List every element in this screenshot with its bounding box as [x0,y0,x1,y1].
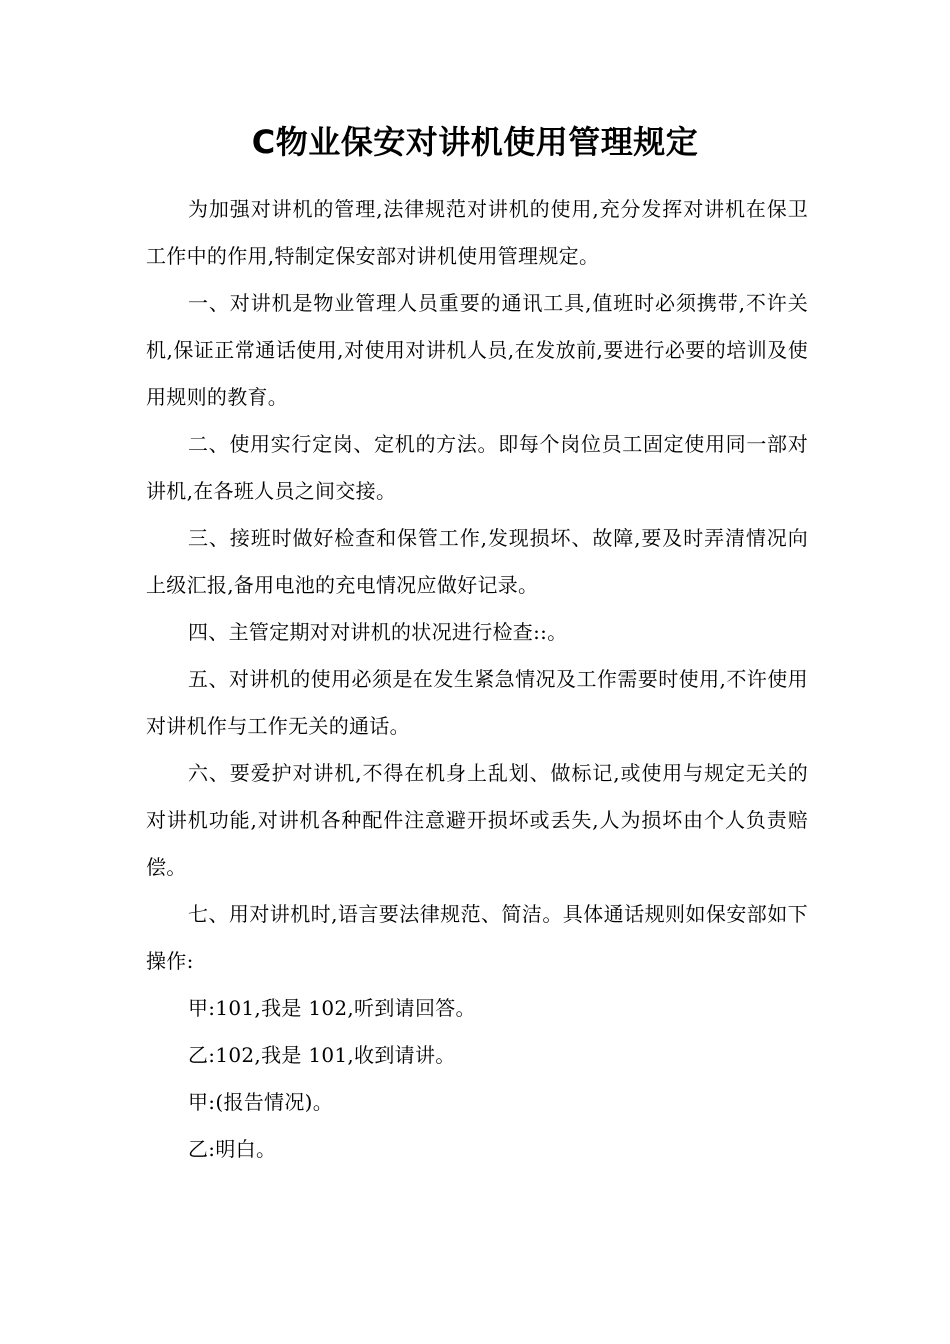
rule-paragraph-3: 三、接班时做好检查和保管工作,发现损坏、故障,要及时弄清情况向上级汇报,备用电池的充电情况应做好记录。 [146,526,808,597]
dialogue-line-3: 甲:(报告情况)。 [188,1090,334,1114]
rule-paragraph-2: 二、使用实行定岗、定机的方法。即每个岗位员工固定使用同一部对讲机,在各班人员之间交接。 [146,432,808,503]
document-body [146,186,808,1173]
document-title: C物业保安对讲机使用管理规定 [251,123,699,161]
dialogue-line-4: 乙:明白。 [188,1137,277,1161]
rule-paragraph-6: 六、要爱护对讲机,不得在机身上乱划、做标记,或使用与规定无关的对讲机功能,对讲机各种配件注意避开损坏或丢失,人为损坏由个人负责赔偿。 [146,761,808,879]
rule-paragraph-1: 一、对讲机是物业管理人员重要的通讯工具,值班时必须携带,不许关机,保证正常通话使用,对使用对讲机人员,在发放前,要进行必要的培训及使用规则的教育。 [146,291,808,409]
rule-paragraph-5: 五、对讲机的使用必须是在发生紧急情况及工作需要时使用,不许使用对讲机作与工作无关的通话。 [146,667,808,738]
dialogue-line-2: 乙:102,我是 101,收到请讲。 [188,1043,456,1067]
intro-paragraph: 为加强对讲机的管理,法律规范对讲机的使用,充分发挥对讲机在保卫工作中的作用,特制定保安部对讲机使用管理规定。 [146,197,808,268]
rule-paragraph-4: 四、主管定期对对讲机的状况进行检查::。 [188,620,568,644]
rule-paragraph-7: 七、用对讲机时,语言要法律规范、简洁。具体通话规则如保安部如下操作: [146,902,808,973]
dialogue-line-1: 甲:101,我是 102,听到请回答。 [188,996,476,1020]
